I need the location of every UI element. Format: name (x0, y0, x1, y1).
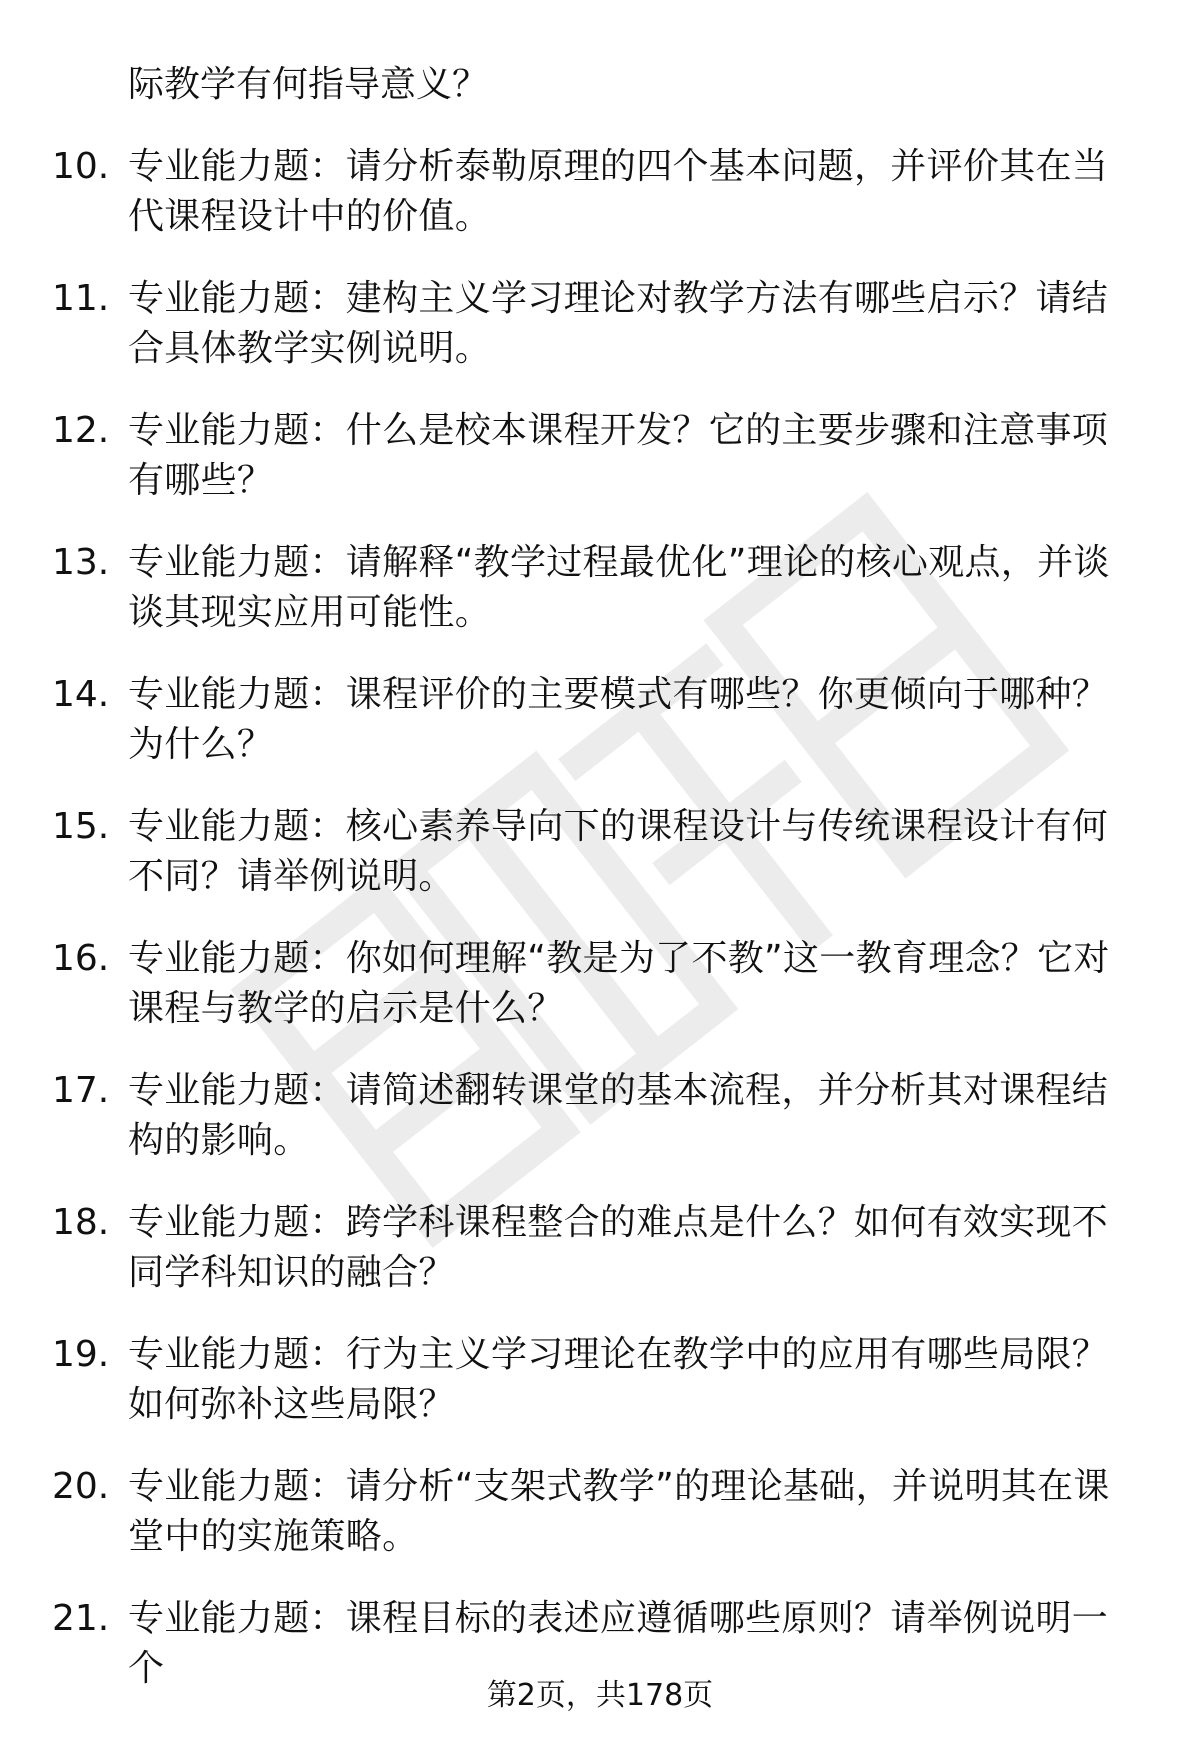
question-number: 13. (52, 542, 110, 583)
question-text: 专业能力题：请分析泰勒原理的四个基本问题，并评价其在当代课程设计中的价值。 (128, 146, 1109, 237)
question-list (0, 142, 1200, 1726)
question-item (0, 1066, 1200, 1198)
question-item (0, 670, 1200, 802)
question-item (0, 406, 1200, 538)
question-number: 10. (52, 146, 110, 187)
question-text: 专业能力题：你如何理解“教是为了不教”这一教育理念？它对课程与教学的启示是什么？ (128, 938, 1110, 1029)
question-text: 专业能力题：请分析“支架式教学”的理论基础，并说明其在课堂中的实施策略。 (128, 1466, 1110, 1557)
question-text: 专业能力题：课程评价的主要模式有哪些？你更倾向于哪种？为什么？ (128, 674, 1109, 765)
question-item (0, 274, 1200, 406)
question-number: 18. (52, 1202, 110, 1243)
question-text: 专业能力题：跨学科课程整合的难点是什么？如何有效实现不同学科知识的融合？ (128, 1202, 1109, 1293)
question-item (0, 1462, 1200, 1594)
question-number: 16. (52, 938, 110, 979)
question-item (0, 142, 1200, 274)
question-text: 专业能力题：请解释“教学过程最优化”理论的核心观点，并谈谈其现实应用可能性。 (128, 542, 1110, 633)
question-item (0, 1330, 1200, 1462)
question-item (0, 1198, 1200, 1330)
question-number: 20. (52, 1466, 110, 1507)
question-text: 专业能力题：建构主义学习理论对教学方法有哪些启示？请结合具体教学实例说明。 (128, 278, 1109, 369)
question-item (0, 538, 1200, 670)
question-number: 14. (52, 674, 110, 715)
question-number: 21. (52, 1598, 110, 1639)
continuation-text: 际教学有何指导意义？ (128, 64, 489, 105)
question-number: 15. (52, 806, 110, 847)
question-text: 专业能力题：请简述翻转课堂的基本流程，并分析其对课程结构的影响。 (128, 1070, 1109, 1161)
question-text: 专业能力题：核心素养导向下的课程设计与传统课程设计有何不同？请举例说明。 (128, 806, 1109, 897)
page-footer: 第2页，共178页 (486, 1678, 714, 1713)
question-text: 专业能力题：课程目标的表述应遵循哪些原则？请举例说明一个 (128, 1598, 1109, 1689)
question-text: 专业能力题：行为主义学习理论在教学中的应用有哪些局限？如何弥补这些局限？ (128, 1334, 1109, 1425)
question-number: 19. (52, 1334, 110, 1375)
question-number: 17. (52, 1070, 110, 1111)
question-number: 11. (52, 278, 110, 319)
question-number: 12. (52, 410, 110, 451)
question-item (0, 802, 1200, 934)
question-item (0, 934, 1200, 1066)
question-text: 专业能力题：什么是校本课程开发？它的主要步骤和注意事项有哪些？ (128, 410, 1109, 501)
